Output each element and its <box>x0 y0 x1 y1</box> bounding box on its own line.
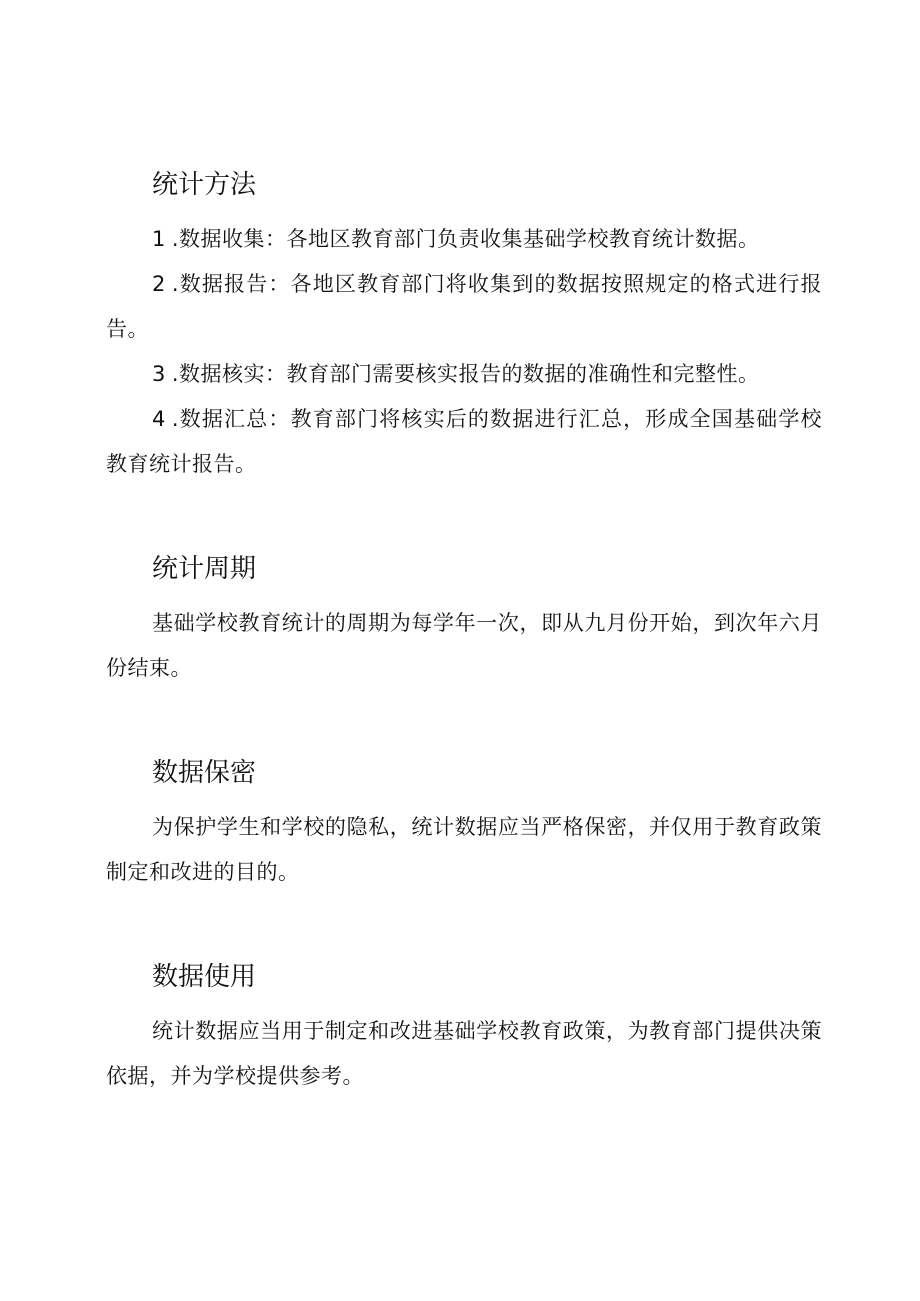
list-item-text: .数据报告：各地区教育部门将收集到的数据按照规定的格式进行报告。 <box>106 272 822 341</box>
list-item-number: 3 <box>152 362 166 386</box>
list-item <box>106 397 822 487</box>
section-heading: 数据使用 <box>152 962 257 992</box>
section-heading: 数据保密 <box>152 758 257 788</box>
list-item-number: 4 <box>152 407 166 431</box>
list-item <box>106 352 822 397</box>
section-statistical-methods <box>106 165 822 487</box>
section-statistical-period <box>106 549 822 691</box>
list-item-text: .数据汇总：教育部门将核实后的数据进行汇总，形成全国基础学校教育统计报告。 <box>106 407 822 476</box>
list-item-number: 2 <box>152 272 166 296</box>
list-item <box>106 262 822 352</box>
section-paragraph: 基础学校教育统计的周期为每学年一次，即从九月份开始，到次年六月份结束。 <box>106 611 822 680</box>
section-paragraph: 为保护学生和学校的隐私，统计数据应当严格保密，并仅用于教育政策制定和改进的目的。 <box>106 815 822 884</box>
section-heading: 统计周期 <box>152 554 257 584</box>
list-item-text: .数据收集：各地区教育部门负责收集基础学校教育统计数据。 <box>171 227 760 251</box>
list-item <box>106 217 822 262</box>
section-paragraph: 统计数据应当用于制定和改进基础学校教育政策，为教育部门提供决策依据，并为学校提供参考。 <box>106 1019 822 1088</box>
section-data-usage <box>106 957 822 1099</box>
list-item-text: .数据核实：教育部门需要核实报告的数据的准确性和完整性。 <box>171 362 760 386</box>
section-data-confidentiality <box>106 753 822 895</box>
list-item-number: 1 <box>152 227 166 251</box>
section-heading: 统计方法 <box>152 170 257 200</box>
